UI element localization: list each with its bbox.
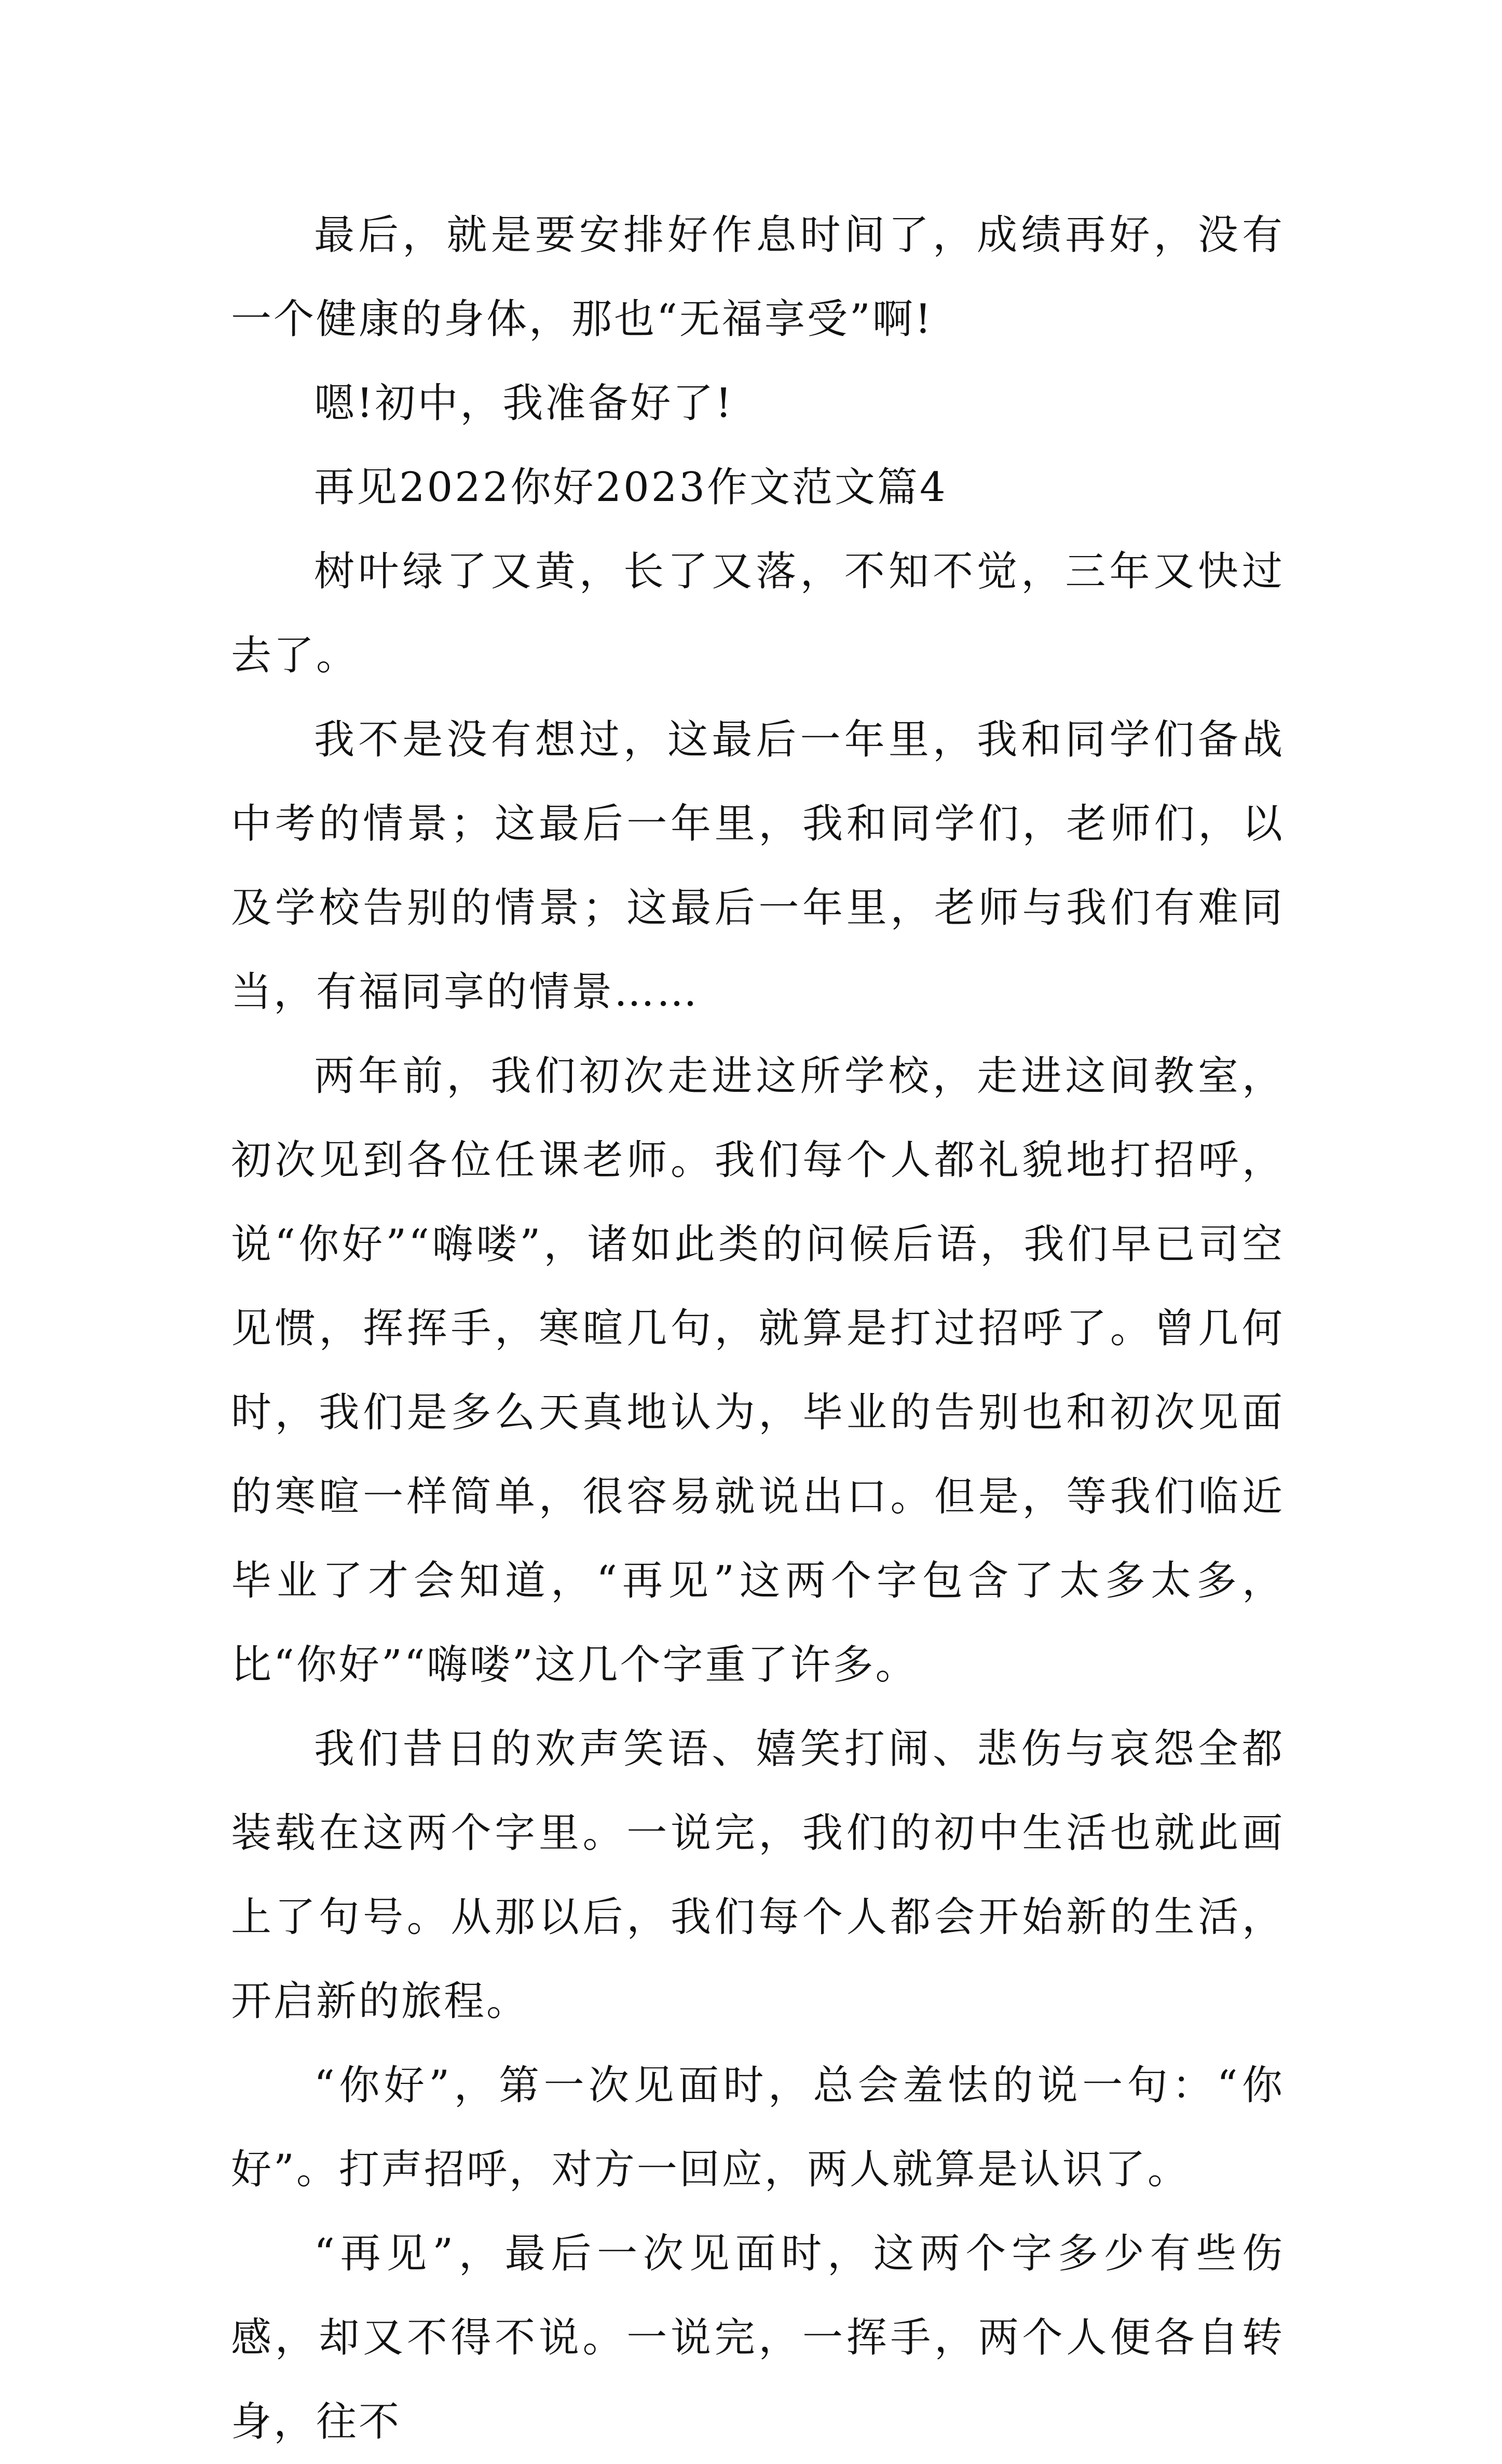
paragraph: 两年前，我们初次走进这所学校，走进这间教室，初次见到各位任课老师。我们每个人都礼貌地打招呼，说“你好”“嗨喽”，诸如此类的问候后语，我们早已司空见惯，挥挥手，寒暄几句，就算是打过招呼了。曾几何时，我们是多么天真地认为，毕业的告别也和初次见面的寒暄一样简单，很容易就说出口。但是，等我们临近毕业了才会知道，“再见”这两个字包含了太多太多，比“你好”“嗨喽”这几个字重了许多。 [231, 1053, 1285, 1688]
paragraph: 我们昔日的欢声笑语、嬉笑打闹、悲伤与哀怨全都装载在这两个字里。一说完，我们的初中生活也就此画上了句号。从那以后，我们每个人都会开始新的生活，开启新的旅程。 [231, 1726, 1285, 2025]
paragraph: “再见”，最后一次见面时，这两个字多少有些伤感，却又不得不说。一说完，一挥手，两个人便各自转身，往不 [231, 2230, 1285, 2445]
paragraph: 我不是没有想过，这最后一年里，我和同学们备战中考的情景；这最后一年里，我和同学们，老师们，以及学校告别的情景；这最后一年里，老师与我们有难同当，有福同享的情景…… [231, 716, 1285, 1016]
paragraph: 树叶绿了又黄，长了又落，不知不觉，三年又快过去了。 [231, 548, 1285, 679]
document-body [231, 193, 1285, 2464]
paragraph: 最后，就是要安排好作息时间了，成绩再好，没有一个健康的身体，那也“无福享受”啊! [231, 212, 1285, 343]
section-heading: 再见2022你好2023作文范文篇4 [314, 464, 948, 511]
paragraph: 嗯!初中，我准备好了! [314, 380, 734, 427]
paragraph: “你好”，第一次见面时，总会羞怯的说一句：“你好”。打声招呼，对方一回应，两人就算是认识了。 [231, 2062, 1285, 2193]
